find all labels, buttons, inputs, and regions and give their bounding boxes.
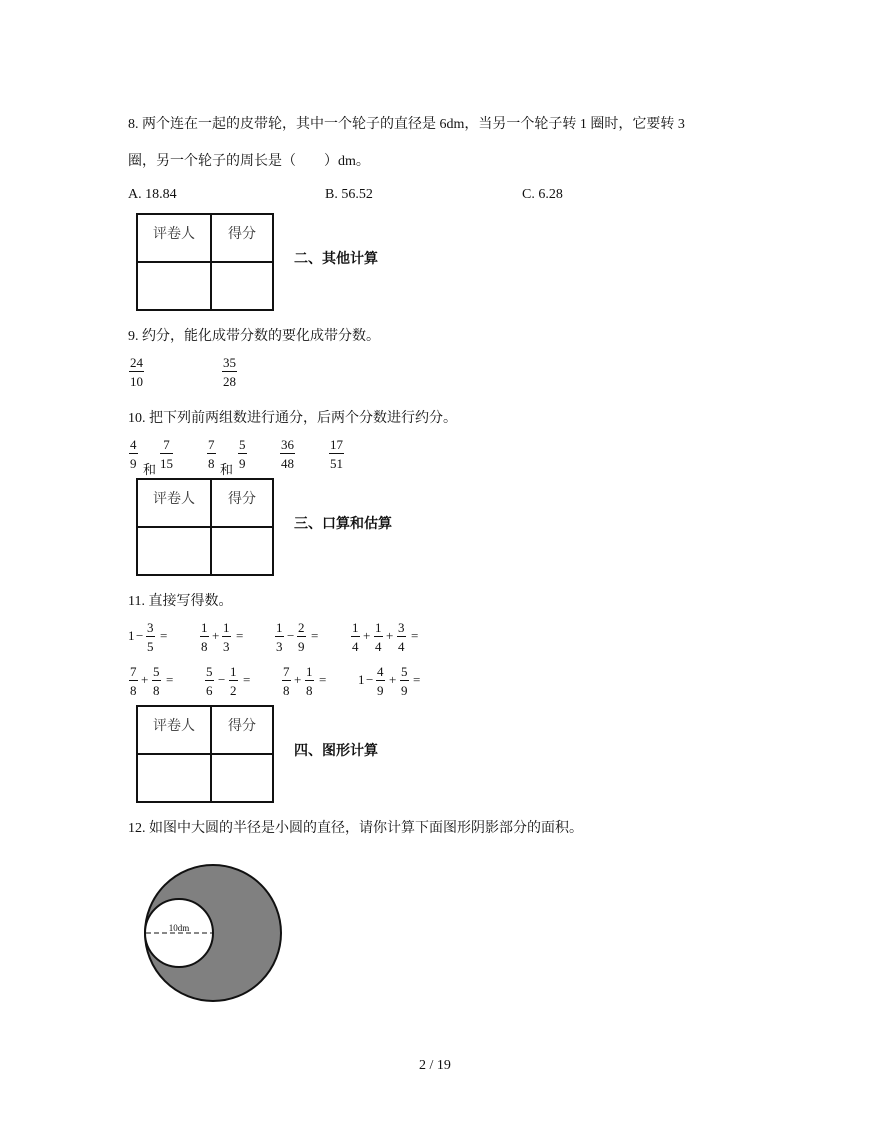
score-input-cell[interactable] bbox=[211, 262, 273, 310]
reviewer-input-cell[interactable] bbox=[137, 754, 211, 802]
q11-minus: − bbox=[136, 628, 144, 643]
q11-minus: − bbox=[366, 672, 374, 687]
page-number: 2 / 19 bbox=[419, 1058, 451, 1073]
q11-fraction: $\frac{5}{8}$ bbox=[153, 664, 160, 698]
section-heading-3: 三、口算和估算 bbox=[294, 516, 392, 532]
score-input-cell[interactable] bbox=[211, 754, 273, 802]
q11-plus: + bbox=[363, 628, 371, 643]
q11-fraction: $\frac{2}{9}$ bbox=[298, 620, 305, 654]
reviewer-label-cell: 评卷人 bbox=[137, 706, 211, 754]
q11-plus: + bbox=[386, 628, 394, 643]
reviewer-label-cell: 评卷人 bbox=[137, 479, 211, 527]
q11-text: 11. 直接写得数。 bbox=[128, 594, 233, 609]
score-label-cell: 得分 bbox=[211, 479, 273, 527]
q11-plus: + bbox=[141, 672, 149, 687]
q11-minus: − bbox=[287, 628, 295, 643]
q10-and-2: 和 bbox=[220, 462, 234, 477]
q8-option-b: B. 56.52 bbox=[325, 187, 373, 202]
q11-fraction: $\frac{1}{3}$ bbox=[223, 620, 230, 654]
q11-fraction: $\frac{7}{8}$ bbox=[283, 664, 290, 698]
q9-fraction-1: $\frac{24}{10}$ bbox=[130, 355, 143, 389]
q11-one: 1 bbox=[358, 672, 365, 687]
q8-option-a: A. 18.84 bbox=[128, 187, 177, 202]
reviewer-input-cell[interactable] bbox=[137, 527, 211, 575]
q10-fraction-2: $\frac{7}{15}$ bbox=[160, 437, 173, 471]
q11-equals: = bbox=[166, 672, 174, 687]
q11-fraction: $\frac{1}{8}$ bbox=[306, 664, 313, 698]
score-input-cell[interactable] bbox=[211, 527, 273, 575]
q10-fraction-4: $\frac{5}{9}$ bbox=[239, 437, 246, 471]
grader-table-1 bbox=[136, 213, 274, 311]
q10-and-1: 和 bbox=[143, 462, 157, 477]
q11-fraction: $\frac{3}{4}$ bbox=[398, 620, 405, 654]
q11-equals: = bbox=[243, 672, 251, 687]
reviewer-label-cell: 评卷人 bbox=[137, 214, 211, 262]
circle-figure bbox=[140, 860, 286, 1006]
q8-option-c: C. 6.28 bbox=[522, 187, 563, 202]
grader-table-2 bbox=[136, 478, 274, 576]
q10-fraction-5: $\frac{36}{48}$ bbox=[281, 437, 294, 471]
q11-equals: = bbox=[311, 628, 319, 643]
section-heading-4: 四、图形计算 bbox=[294, 743, 378, 759]
q10-fraction-3: $\frac{7}{8}$ bbox=[208, 437, 215, 471]
reviewer-input-cell[interactable] bbox=[137, 262, 211, 310]
q11-equals: = bbox=[319, 672, 327, 687]
q11-fraction: $\frac{1}{4}$ bbox=[352, 620, 359, 654]
q11-fraction: $\frac{1}{3}$ bbox=[276, 620, 283, 654]
q11-plus: + bbox=[212, 628, 220, 643]
q11-fraction: $\frac{5}{9}$ bbox=[401, 664, 408, 698]
q11-equals: = bbox=[160, 628, 168, 643]
q12-text: 12. 如图中大圆的半径是小圆的直径，请你计算下面图形阴影部分的面积。 bbox=[128, 821, 583, 836]
q11-one: 1 bbox=[128, 628, 135, 643]
q11-minus: − bbox=[218, 672, 226, 687]
q11-fraction: $\frac{7}{8}$ bbox=[130, 664, 137, 698]
q10-text: 10. 把下列前两组数进行通分，后两个分数进行约分。 bbox=[128, 411, 457, 426]
q11-fraction: $\frac{1}{8}$ bbox=[201, 620, 208, 654]
q11-equals: = bbox=[413, 672, 421, 687]
score-label-cell: 得分 bbox=[211, 214, 273, 262]
q10-fraction-1: $\frac{4}{9}$ bbox=[130, 437, 137, 471]
score-label-cell: 得分 bbox=[211, 706, 273, 754]
q11-fraction: $\frac{1}{4}$ bbox=[375, 620, 382, 654]
q8-line1: 8. 两个连在一起的皮带轮，其中一个轮子的直径是 6dm，当另一个轮子转 1 圈时，它要转 3 bbox=[128, 117, 685, 132]
q9-text: 9. 约分，能化成带分数的要化成带分数。 bbox=[128, 329, 380, 344]
q11-fraction: $\frac{5}{6}$ bbox=[206, 664, 213, 698]
q11-equals: = bbox=[411, 628, 419, 643]
q11-fraction: $\frac{3}{5}$ bbox=[147, 620, 154, 654]
diameter-label: 10dm bbox=[168, 923, 190, 933]
grader-table-3 bbox=[136, 705, 274, 803]
q11-equals: = bbox=[236, 628, 244, 643]
q8-line2: 圈，另一个轮子的周长是（ ）dm。 bbox=[128, 154, 370, 169]
q11-plus: + bbox=[294, 672, 302, 687]
q11-fraction: $\frac{1}{2}$ bbox=[230, 664, 237, 698]
section-heading-2: 二、其他计算 bbox=[294, 251, 378, 267]
q11-fraction: $\frac{4}{9}$ bbox=[377, 664, 384, 698]
q10-fraction-6: $\frac{17}{51}$ bbox=[330, 437, 343, 471]
q11-plus: + bbox=[389, 672, 397, 687]
q9-fraction-2: $\frac{35}{28}$ bbox=[223, 355, 236, 389]
